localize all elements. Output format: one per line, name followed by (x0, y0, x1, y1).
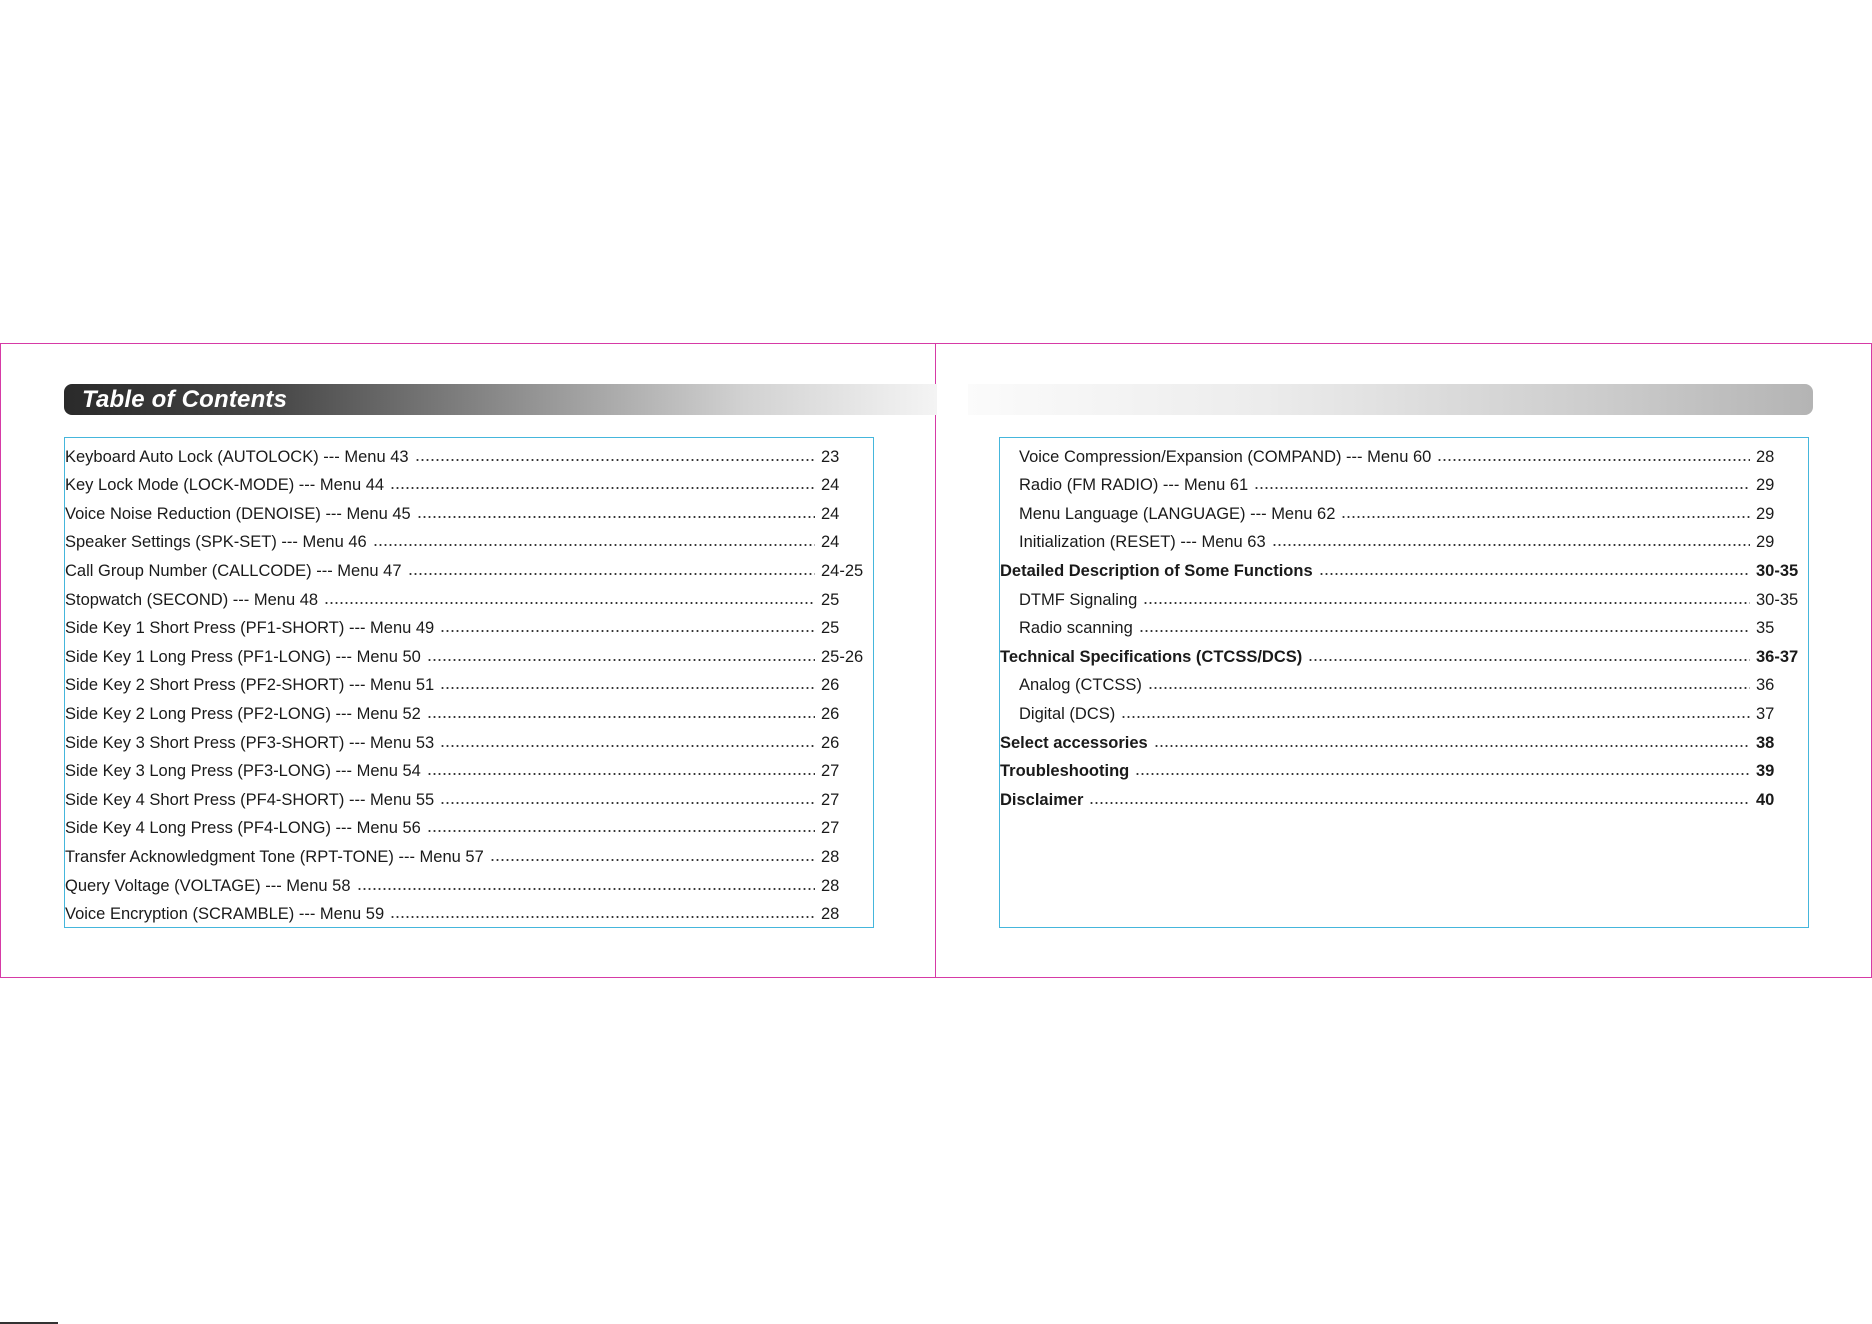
toc-entry[interactable] (1000, 781, 1808, 810)
page-title: Table of Contents (82, 386, 288, 413)
toc-entry-page: 39 (1756, 762, 1775, 781)
toc-entry-label: Side Key 1 Short Press (PF1-SHORT) --- Menu 49 (65, 619, 435, 638)
dot-leader (1154, 745, 1750, 747)
toc-entry[interactable] (1000, 552, 1808, 581)
toc-entry-page: 25 (821, 619, 840, 638)
toc-entry-page: 36-37 (1756, 647, 1799, 666)
toc-entry-page: 26 (821, 676, 840, 695)
dot-leader (1308, 659, 1750, 661)
toc-entry-label: Call Group Number (CALLCODE) --- Menu 47 (65, 561, 402, 580)
dot-leader (1254, 487, 1750, 489)
toc-entry-page: 29 (1756, 476, 1775, 495)
toc-entry-page: 25-26 (821, 647, 864, 666)
dot-leader (1437, 459, 1750, 461)
toc-entry[interactable] (65, 838, 873, 867)
left-page (0, 343, 936, 978)
dot-leader (427, 716, 815, 718)
dot-leader (415, 459, 815, 461)
toc-entry-page: 29 (1756, 504, 1775, 523)
toc-entry-label: Troubleshooting (1000, 762, 1130, 781)
dot-leader (1135, 773, 1750, 775)
dot-leader (440, 687, 815, 689)
toc-entry-label: DTMF Signaling (1019, 590, 1138, 609)
dot-leader (1143, 602, 1750, 604)
title-bar-continuation (968, 384, 1813, 415)
toc-entry[interactable] (65, 810, 873, 839)
toc-entry-page: 37 (1756, 704, 1775, 723)
toc-entry-page: 24 (821, 476, 840, 495)
toc-entry-label: Menu Language (LANGUAGE) --- Menu 62 (1019, 504, 1336, 523)
toc-entry-page: 35 (1756, 619, 1775, 638)
toc-entry-label: Stopwatch (SECOND) --- Menu 48 (65, 590, 319, 609)
toc-entry[interactable] (1000, 695, 1808, 724)
toc-entry[interactable] (65, 495, 873, 524)
toc-entry[interactable] (65, 695, 873, 724)
toc-entry-page: 28 (821, 905, 840, 924)
toc-entry[interactable] (65, 867, 873, 896)
toc-entry[interactable] (65, 610, 873, 639)
toc-entry-label: Digital (DCS) (1019, 704, 1116, 723)
toc-entry-page: 24 (821, 504, 840, 523)
toc-entry-label: Keyboard Auto Lock (AUTOLOCK) --- Menu 43 (65, 447, 409, 466)
toc-entry[interactable] (65, 524, 873, 553)
dot-leader (440, 745, 815, 747)
toc-entry-page: 27 (821, 790, 840, 809)
title-bar (64, 384, 937, 415)
dot-leader (357, 888, 816, 890)
toc-entry-page: 30-35 (1756, 590, 1799, 609)
toc-entry-label: Key Lock Mode (LOCK-MODE) --- Menu 44 (65, 476, 385, 495)
toc-entry-label: Side Key 2 Long Press (PF2-LONG) --- Menu 52 (65, 704, 421, 723)
dot-leader (1148, 687, 1750, 689)
toc-entry[interactable] (65, 552, 873, 581)
dot-leader (1139, 630, 1750, 632)
toc-entry-page: 27 (821, 762, 840, 781)
toc-entry-page: 28 (821, 847, 840, 866)
toc-entry-label: Select accessories (1000, 733, 1148, 752)
toc-entry[interactable] (65, 753, 873, 782)
toc-entry[interactable] (65, 638, 873, 667)
dot-leader (324, 602, 815, 604)
toc-entry[interactable] (1000, 638, 1808, 667)
toc-entry-label: Side Key 4 Long Press (PF4-LONG) --- Menu 56 (65, 819, 421, 838)
toc-entry-page: 40 (1756, 790, 1775, 809)
toc-entry-label: Side Key 4 Short Press (PF4-SHORT) --- Menu 55 (65, 790, 435, 809)
toc-entry-page: 23 (821, 447, 840, 466)
dot-leader (390, 916, 815, 918)
dot-leader (490, 859, 815, 861)
dot-leader (1121, 716, 1750, 718)
toc-entry-label: Speaker Settings (SPK-SET) --- Menu 46 (65, 533, 367, 552)
toc-entry-label: Side Key 3 Long Press (PF3-LONG) --- Menu 54 (65, 762, 421, 781)
toc-list-left (65, 438, 873, 924)
right-page (936, 343, 1872, 978)
toc-entry[interactable] (1000, 610, 1808, 639)
dot-leader (1089, 802, 1750, 804)
toc-entry[interactable] (65, 467, 873, 496)
toc-entry[interactable] (65, 896, 873, 925)
toc-entry-label: Transfer Acknowledgment Tone (RPT-TONE) --- Menu 57 (65, 847, 484, 866)
toc-entry-page: 29 (1756, 533, 1775, 552)
toc-entry-page: 36 (1756, 676, 1775, 695)
toc-entry-label: Technical Specifications (CTCSS/DCS) (1000, 647, 1303, 666)
dot-leader (427, 659, 815, 661)
toc-entry[interactable] (1000, 724, 1808, 753)
toc-entry-label: Initialization (RESET) --- Menu 63 (1019, 533, 1266, 552)
toc-entry[interactable] (65, 438, 873, 467)
toc-entry-page: 24 (821, 533, 840, 552)
toc-entry-page: 27 (821, 819, 840, 838)
toc-entry[interactable] (65, 781, 873, 810)
toc-entry-label: Side Key 1 Long Press (PF1-LONG) --- Menu 50 (65, 647, 421, 666)
dot-leader (1341, 516, 1750, 518)
toc-entry-page: 28 (821, 876, 840, 895)
dot-leader (390, 487, 815, 489)
toc-entry-page: 25 (821, 590, 840, 609)
toc-entry-page: 30-35 (1756, 561, 1799, 580)
toc-entry-label: Query Voltage (VOLTAGE) --- Menu 58 (65, 876, 351, 895)
toc-entry-label: Side Key 2 Short Press (PF2-SHORT) --- Menu 51 (65, 676, 435, 695)
toc-entry-label: Disclaimer (1000, 790, 1084, 809)
dot-leader (440, 802, 815, 804)
toc-entry[interactable] (1000, 438, 1808, 467)
toc-entry[interactable] (1000, 581, 1808, 610)
dot-leader (373, 544, 815, 546)
toc-list-right (1000, 438, 1808, 810)
toc-box-right (999, 437, 1809, 928)
toc-entry[interactable] (1000, 753, 1808, 782)
toc-entry-label: Voice Compression/Expansion (COMPAND) --- Menu 60 (1019, 447, 1432, 466)
toc-entry-label: Side Key 3 Short Press (PF3-SHORT) --- Menu 53 (65, 733, 435, 752)
toc-entry[interactable] (1000, 467, 1808, 496)
toc-entry-label: Voice Noise Reduction (DENOISE) --- Menu 45 (65, 504, 411, 523)
dot-leader (427, 773, 815, 775)
toc-entry[interactable] (1000, 667, 1808, 696)
dot-leader (1272, 544, 1750, 546)
toc-entry-label: Detailed Description of Some Functions (1000, 561, 1313, 580)
dot-leader (427, 830, 815, 832)
toc-entry[interactable] (1000, 524, 1808, 553)
toc-entry-page: 24-25 (821, 561, 864, 580)
toc-entry[interactable] (1000, 495, 1808, 524)
dot-leader (417, 516, 815, 518)
toc-entry-label: Analog (CTCSS) (1019, 676, 1142, 695)
toc-entry[interactable] (65, 667, 873, 696)
toc-entry-page: 26 (821, 704, 840, 723)
toc-entry-label: Radio (FM RADIO) --- Menu 61 (1019, 476, 1249, 495)
toc-entry-label: Radio scanning (1019, 619, 1133, 638)
toc-box-left (64, 437, 874, 928)
toc-entry[interactable] (65, 581, 873, 610)
dot-leader (1319, 573, 1750, 575)
toc-entry-page: 38 (1756, 733, 1775, 752)
dot-leader (408, 573, 815, 575)
toc-entry[interactable] (65, 724, 873, 753)
dot-leader (440, 630, 815, 632)
toc-entry-page: 26 (821, 733, 840, 752)
toc-entry-page: 28 (1756, 447, 1775, 466)
toc-entry-label: Voice Encryption (SCRAMBLE) --- Menu 59 (65, 905, 385, 924)
